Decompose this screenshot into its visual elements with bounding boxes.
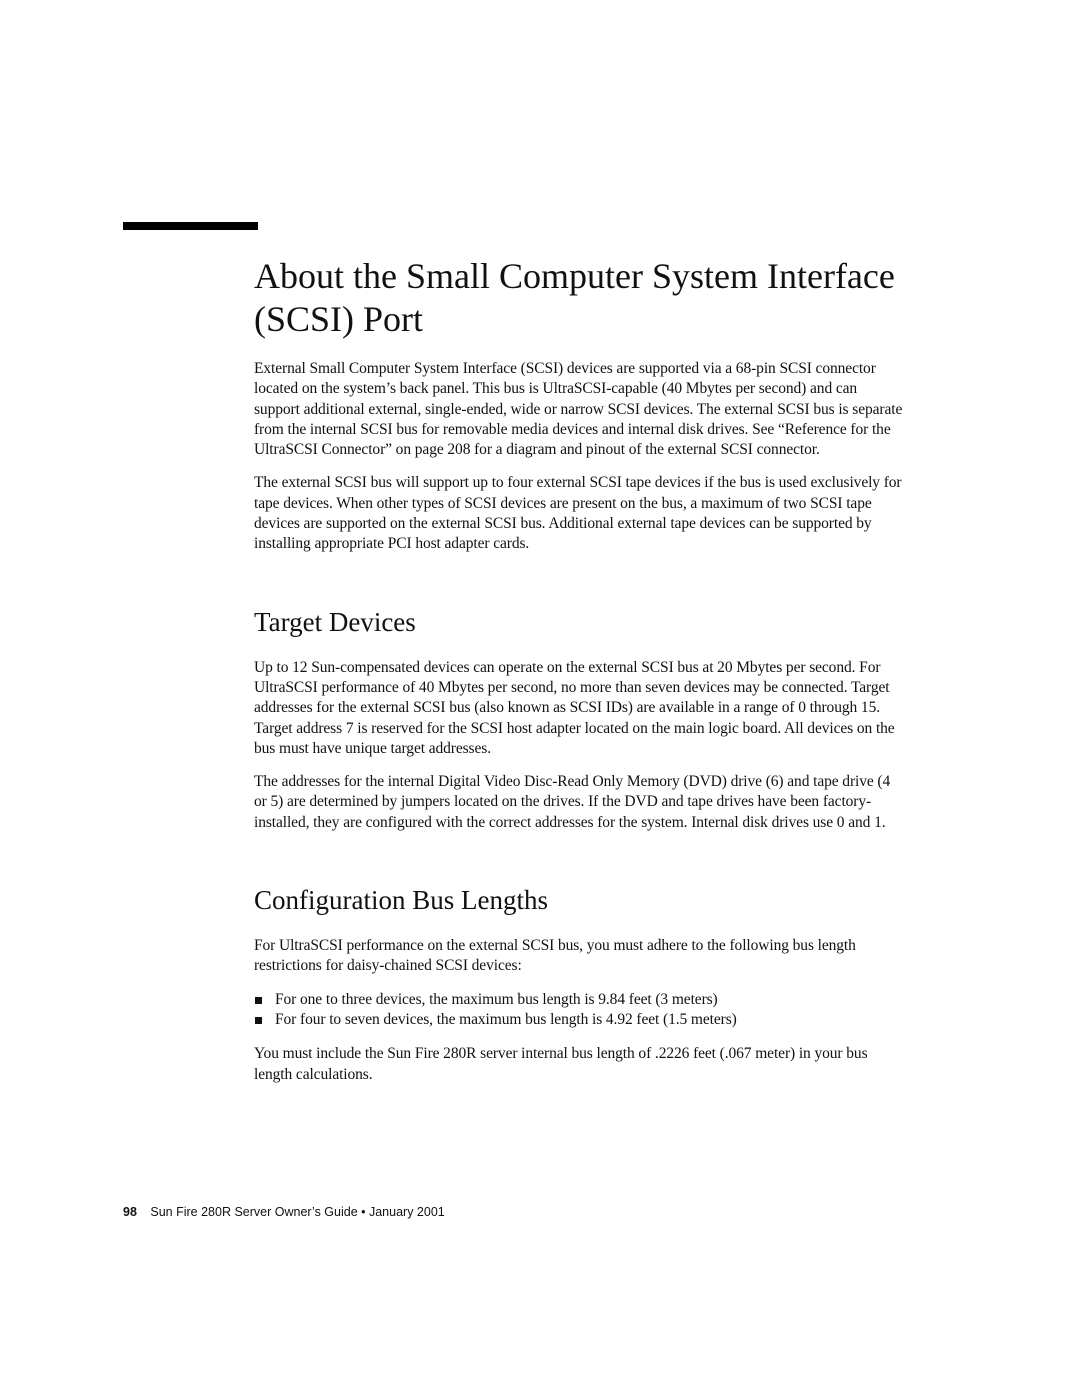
list-item xyxy=(254,990,904,1010)
section-title-config-bus-lengths: Configuration Bus Lengths xyxy=(254,885,548,916)
square-bullet-icon xyxy=(255,997,262,1004)
list-item-text: For four to seven devices, the maximum bus length is 4.92 feet (1.5 meters) xyxy=(275,1010,737,1028)
intro-paragraph-2: The external SCSI bus will support up to four external SCSI tape devices if the bus is used exclusively for tape devices. When other types of SCSI devices are present on the bus, a maximum of two SCSI tape devices are supported on the external SCSI bus. Additional external tape devices can be supported by installing appropriate PCI host adapter cards. xyxy=(254,474,902,553)
list-item-text: For one to three devices, the maximum bus length is 9.84 feet (3 meters) xyxy=(275,990,718,1008)
page-content xyxy=(254,255,904,1098)
config-bus-lengths-intro: For UltraSCSI performance on the external SCSI bus, you must adhere to the following bus length restrictions for daisy-chained SCSI devices: xyxy=(254,937,856,975)
section-spacer xyxy=(254,846,904,884)
chapter-rule-bar xyxy=(123,222,258,230)
target-devices-paragraph-1: Up to 12 Sun-compensated devices can operate on the external SCSI bus at 20 Mbytes per second. For UltraSCSI performance of 40 Mbytes per second, no more than seven devices may be connected. Target addresses for the external SCSI bus (also known as SCSI IDs) are available in a range of 0 through 15. Target address 7 is reserved for the SCSI host adapter located on the main logic board. All devices on the bus must have unique target addresses. xyxy=(254,658,895,757)
chapter-title: About the Small Computer System Interface (SCSI) Port xyxy=(254,256,895,339)
target-devices-paragraph-2: The addresses for the internal Digital Video Disc-Read Only Memory (DVD) drive (6) and tape drive (4 or 5) are determined by jumpers located on the drives. If the DVD and tape drives have been factory-installed, they are configured with the correct addresses for the system. Internal disk drives use 0 and 1. xyxy=(254,773,891,831)
page-footer xyxy=(123,1205,445,1219)
section-title-target-devices: Target Devices xyxy=(254,606,416,637)
bus-length-list xyxy=(254,990,904,1031)
config-bus-lengths-closing: You must include the Sun Fire 280R server internal bus length of .2226 feet (.067 meter) in your bus length calculations. xyxy=(254,1045,868,1083)
footer-text: Sun Fire 280R Server Owner’s Guide • January 2001 xyxy=(150,1205,445,1219)
intro-paragraph-1: External Small Computer System Interface (SCSI) devices are supported via a 68-pin SCSI connector located on the system’s back panel. This bus is UltraSCSI-capable (40 Mbytes per second) and can support additional external, single-ended, wide or narrow SCSI devices. The external SCSI bus is separate from the internal SCSI bus for removable media devices and internal disk drives. See “Reference for the UltraSCSI Connector” on page 208 for a diagram and pinout of the external SCSI connector. xyxy=(254,360,903,459)
square-bullet-icon xyxy=(255,1017,262,1024)
page-number: 98 xyxy=(123,1205,137,1219)
list-item xyxy=(254,1010,904,1030)
section-spacer xyxy=(254,568,904,606)
